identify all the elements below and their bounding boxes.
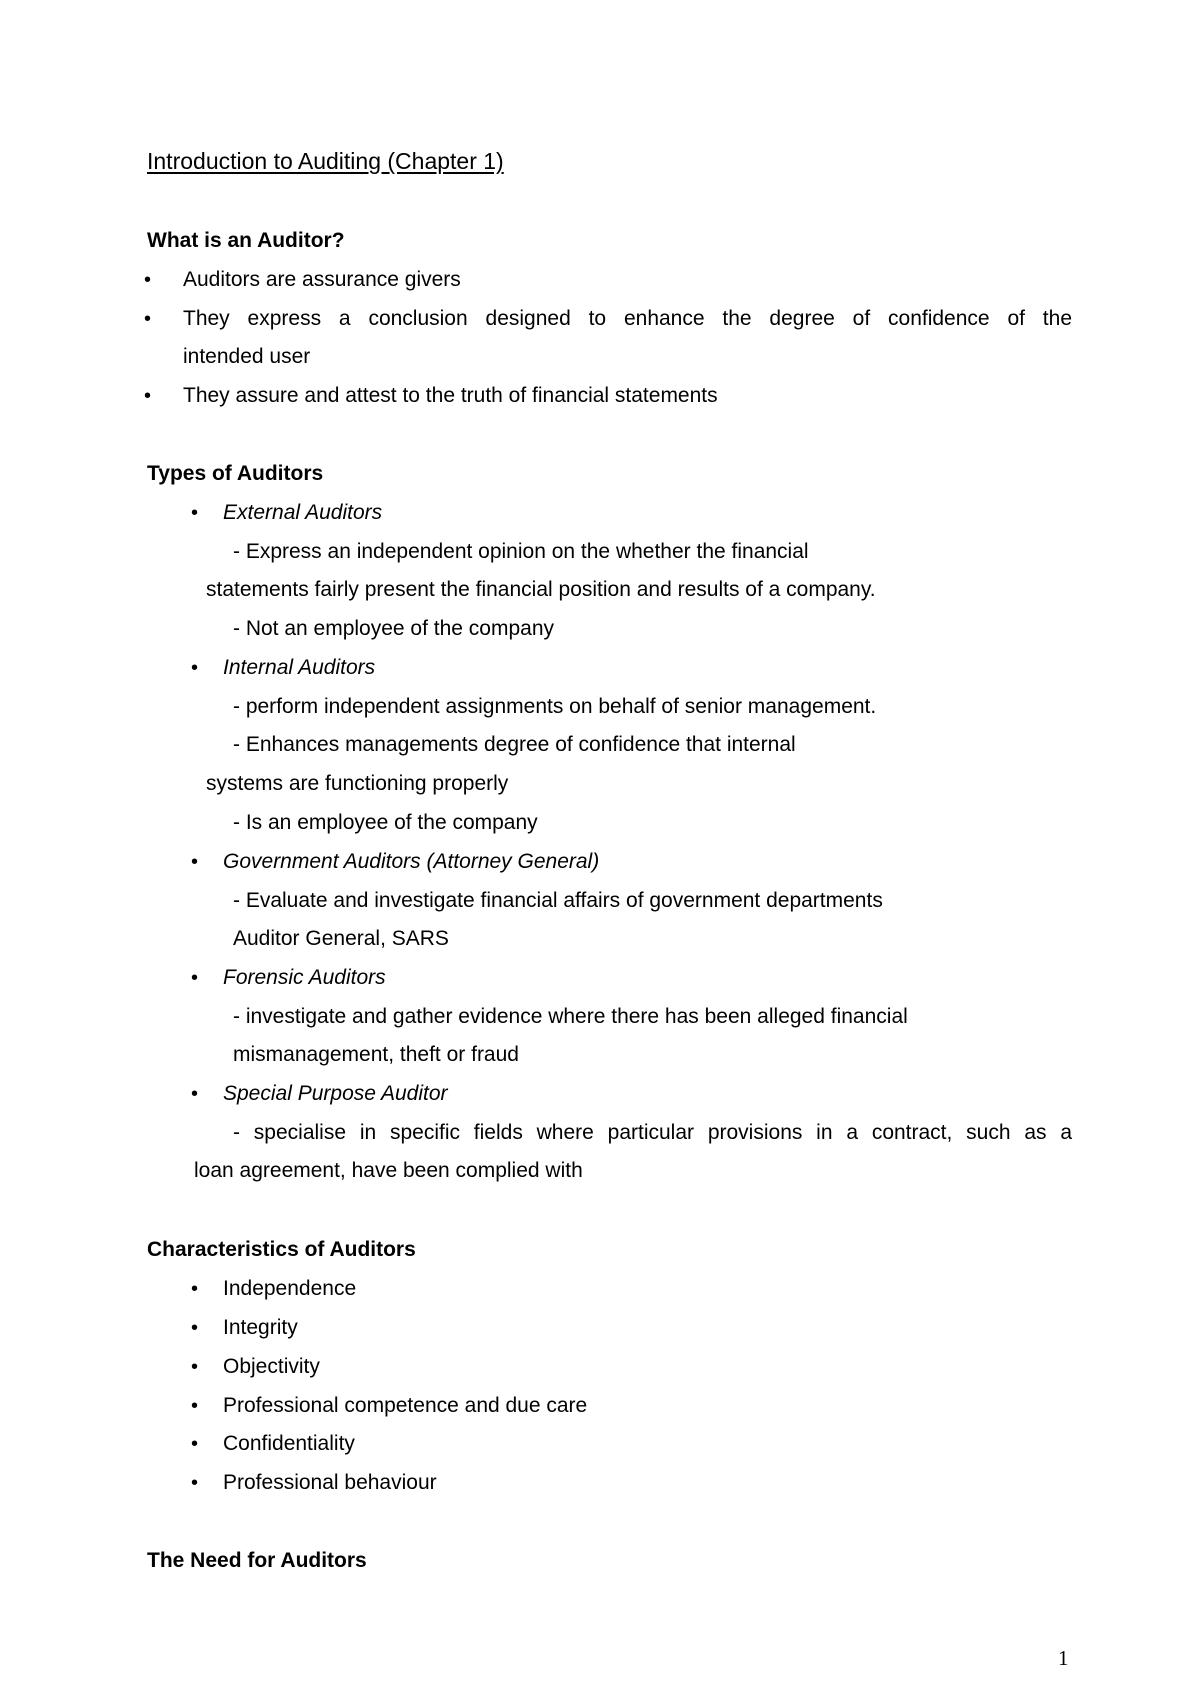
heading-characteristics: Characteristics of Auditors <box>147 1238 416 1261</box>
heading-need-for-auditors: The Need for Auditors <box>147 1549 367 1572</box>
bullet-icon: • <box>191 657 199 679</box>
auditor-type-detail: statements fairly present the financial position and results of a company. <box>206 578 876 601</box>
bullet-icon: • <box>191 1472 199 1494</box>
auditor-type-detail: - Is an employee of the company <box>233 811 538 834</box>
characteristic-item: Confidentiality <box>223 1432 355 1455</box>
auditor-type-detail: - specialise in specific fields where particular provisions in a contract, such as a <box>233 1121 1072 1144</box>
auditor-type-detail: - Not an employee of the company <box>233 617 555 640</box>
bullet-icon: • <box>191 1317 199 1339</box>
characteristic-item: Objectivity <box>223 1355 320 1378</box>
auditor-type-detail: mismanagement, theft or fraud <box>233 1043 519 1066</box>
characteristic-item: Integrity <box>223 1316 298 1339</box>
list-item-continuation: intended user <box>183 345 311 368</box>
bullet-icon: • <box>191 1356 199 1378</box>
bullet-icon: • <box>191 1083 199 1105</box>
auditor-type-detail: Auditor General, SARS <box>233 927 449 950</box>
bullet-icon: • <box>191 502 199 524</box>
page-title: Introduction to Auditing (Chapter 1) <box>147 148 504 174</box>
auditor-type-name: External Auditors <box>223 501 383 524</box>
characteristic-item: Independence <box>223 1277 357 1300</box>
page-number: 1 <box>1058 1646 1069 1670</box>
auditor-type-detail: - Enhances managements degree of confidence that internal <box>233 733 796 756</box>
bullet-icon: • <box>144 308 152 330</box>
list-item: They assure and attest to the truth of financial statements <box>183 384 718 407</box>
auditor-type-name: Forensic Auditors <box>223 966 386 989</box>
bullet-icon: • <box>191 1395 199 1417</box>
bullet-icon: • <box>144 269 152 291</box>
list-item: Auditors are assurance givers <box>183 268 461 291</box>
bullet-icon: • <box>191 1433 199 1455</box>
list-item: They express a conclusion designed to enhance the degree of confidence of the <box>183 307 1072 330</box>
heading-types-of-auditors: Types of Auditors <box>147 462 324 485</box>
characteristic-item: Professional behaviour <box>223 1471 437 1494</box>
auditor-type-name: Internal Auditors <box>223 656 376 679</box>
auditor-type-detail: systems are functioning properly <box>206 772 509 795</box>
auditor-type-detail: loan agreement, have been complied with <box>194 1159 583 1182</box>
bullet-icon: • <box>191 851 199 873</box>
bullet-icon: • <box>144 385 152 407</box>
auditor-type-detail: - perform independent assignments on behalf of senior management. <box>233 695 877 718</box>
auditor-type-detail: - Evaluate and investigate financial affairs of government departments <box>233 889 883 912</box>
bullet-icon: • <box>191 1278 199 1300</box>
characteristic-item: Professional competence and due care <box>223 1394 588 1417</box>
auditor-type-name: Special Purpose Auditor <box>223 1082 448 1105</box>
auditor-type-detail: - investigate and gather evidence where there has been alleged financial <box>233 1005 908 1028</box>
heading-what-is-auditor: What is an Auditor? <box>147 229 345 252</box>
auditor-type-detail: - Express an independent opinion on the whether the financial <box>233 540 809 563</box>
bullet-icon: • <box>191 967 199 989</box>
auditor-type-name: Government Auditors (Attorney General) <box>223 850 600 873</box>
